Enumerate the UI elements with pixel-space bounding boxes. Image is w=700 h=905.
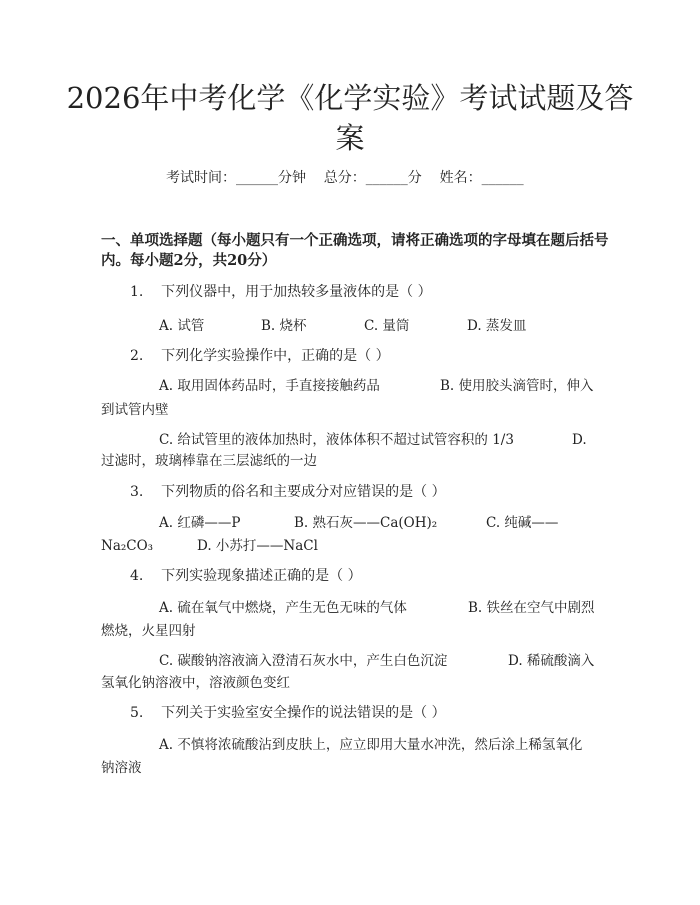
- option-a-continued: 钠溶液: [101, 760, 142, 776]
- option-b: B. 使用胶头滴管时，伸入: [440, 378, 594, 394]
- option-c: C. 给试管里的液体加热时，液体体积不超过试管容积的 1/3: [159, 432, 514, 448]
- option-b-continued: 到试管内壁: [101, 402, 169, 418]
- question-stem: 1. 下列仪器中，用于加热较多量液体的是（ ）: [130, 284, 432, 300]
- document-title-line2: 案: [335, 121, 365, 155]
- question-stem: 5. 下列关于实验室安全操作的说法错误的是（ ）: [130, 705, 446, 721]
- option-a: A. 试管: [159, 318, 205, 334]
- option-b: B. 铁丝在空气中剧烈: [468, 600, 595, 616]
- option-d: D. 稀硫酸滴入: [508, 653, 595, 669]
- option-d: D. 蒸发皿: [467, 318, 527, 334]
- option-b: B. 烧杯: [261, 318, 307, 334]
- option-b-continued: 燃烧，火星四射: [101, 623, 196, 639]
- question-stem: 4. 下列实验现象描述正确的是（ ）: [130, 568, 362, 584]
- document-title-line1: 2026年中考化学《化学实验》考试试题及答: [66, 81, 634, 115]
- section-heading-line1: 一、单项选择题（每小题只有一个正确选项，请将正确选项的字母填在题后括号: [101, 232, 609, 249]
- option-c: C. 量筒: [364, 318, 410, 334]
- option-a: A. 硫在氧气中燃烧，产生无色无味的气体: [159, 600, 407, 616]
- option-c: C. 纯碱——: [486, 515, 559, 531]
- option-d-continued: 氢氧化钠溶液中，溶液颜色变红: [101, 675, 290, 691]
- option-d-continued: 过滤时，玻璃棒靠在三层滤纸的一边: [101, 453, 317, 469]
- option-a: A. 不慎将浓硫酸沾到皮肤上，应立即用大量水冲洗，然后涂上稀氢氧化: [159, 737, 583, 753]
- option-c: C. 碳酸钠溶液滴入澄清石灰水中，产生白色沉淀: [159, 653, 448, 669]
- option-d: D. 小苏打——NaCl: [197, 538, 318, 554]
- option-a: A. 取用固体药品时，手直接接触药品: [159, 378, 380, 394]
- exam-meta: 考试时间：______分钟 总分：______分 姓名：______: [166, 170, 524, 186]
- option-b: B. 熟石灰——Ca(OH)₂: [294, 515, 438, 531]
- question-stem: 2. 下列化学实验操作中，正确的是（ ）: [130, 348, 390, 364]
- question-stem: 3. 下列物质的俗名和主要成分对应错误的是（ ）: [130, 484, 446, 500]
- option-c-continued: Na₂CO₃: [101, 538, 154, 554]
- option-d: D.: [572, 432, 587, 448]
- section-heading-line2: 内。每小题2分，共20分）: [101, 252, 277, 269]
- option-a: A. 红磷——P: [159, 515, 241, 531]
